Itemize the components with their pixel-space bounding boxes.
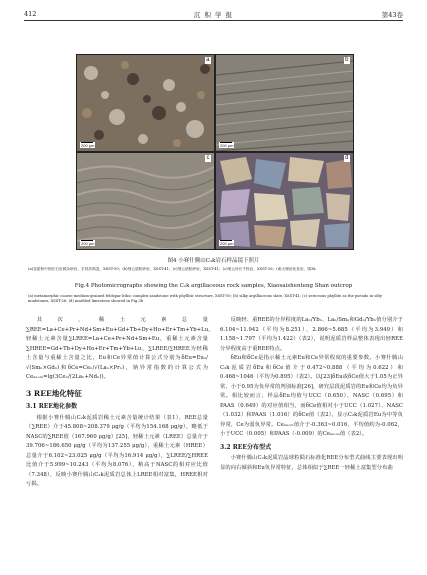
photo-panel-d (215, 152, 354, 250)
scale-bar: 200 μm (220, 143, 234, 148)
figure-caption-cn: 图4 小赛什腾山C₂k岩石样品镜下照片 (167, 258, 260, 264)
panel-label: c (206, 155, 210, 161)
paragraph-ree-definitions: 其次，稀土元素总量∑REE=La+Ce+Pr+Nd+Sm+Eu+Gd+Tb+Dy+Ho+Er+Tm+Yb+Lu，轻稀土元素含量∑LREE=La+Ce+Pr+Nd+Sm+Eu，重稀土元素含量∑HREE=Gd+Tb+Dy+Ho+Er+Tm+Yb+Lu，∑LREE/∑HREE为轻稀土含量与重稀土含量之比，Eu和Ce异常值计算公式分别为δEu=Euₙ/√(Smₙ×Gdₙ)和δCe=Ceₙ/√(Laₙ×Prₙ)，钠异常指数的计算公式为Ceₐₙₒₘ=lg(3Ceₙ/(2Laₙ+Ndₙ))。 (26, 317, 214, 380)
paragraph-eu-ce-anomalies: δEu和δCe是指示稀土元素Eu和Ce异常程度的重要参数。小赛什腾山C₂k泥质岩δEu和δCe值介于0.472~0.888（平均为0.622）和0.468~1046（平均为0.895）（表2）。以[23]δEu或δCe值大于1.05为正异常，小于0.95为负异常的判别标准[26]，研究层段泥质岩的Eu和Ce均为负异常。相比较而言，样品δEu均值与UCC（0.650）、NASC（0.695）和PAAS（0.649）的对应值相当，而δCe值相对小于UCC（1.027）、NASC（1.032）和PAAS（1.016）的δCe值（表2），显示C₂k泥质岩Eu为中等负异常，Ce为弱负异常。Ceₐₙₒₘ值介于-0.363~0.016，平均值约为-0.062，小于UCC（0.005）和PAAS（-0.009）的Ceₐₙₒₘ值（表2）。 (220, 355, 403, 437)
panel-label: a (206, 57, 210, 63)
panel-label: b (345, 57, 349, 63)
paragraph-ree-parameters: 根据小赛什腾山C₂k泥质岩稀土元素含量统计结果（表1），REE总量（∑REE）介于45.808~208.379 μg/g（平均为154.168 μg/g），略低于NASC的∑REE值（167.960 μg/g）[25]，轻稀土元素（LREE）总量介于39.706~186.650 μg/g（平均为137.255 μg/g），重稀土元素（HREE）总量介于6.102~23.025 μg/g（平均为16.914 μg/g），∑LREE/∑HREE比值介于5.999~10.243（平均为8.076），稍高于NASC的相对应比值（7.348），反映小赛什腾山C₂k泥质岩总体上LREE相对富集，HREE相对亏损。 (26, 414, 208, 487)
figure-note-en: (a) metamorphic coarse medium-grained feldspar lithic complex sandstone with phyllitic structure, XSST-50; (b) silky argillaceous slate, XSST-41; (c) sericeous phyllite as the pseudo in silty mudstones, XSST-26; (d) marbled limestone showed in Fig.3k (28, 294, 383, 304)
panel-label: d (345, 155, 349, 161)
photo-panel-c (76, 152, 215, 250)
photo-panel-b (215, 54, 354, 152)
figure-note-cn: (a)变质粉中细长石岩屑杂砂岩，手枝状构造，XSST-50；(b)细云质粉砂岩，XSST-41；(c)细云质粉砂岩，XSST-41；(c)细云母长千枚岩，XSST-26；(d)大理岩化灰岩，图3k (28, 267, 316, 271)
paragraph-ree-patterns: 小赛什腾山C₂k泥质岩晶球粒陨石标准化REE分布型式曲线主要表现出明显的向右倾斜和Eu负异常特征，总体相似于∑REE一轻稀土富集型分布曲 (220, 455, 403, 471)
header-rule (24, 20, 403, 21)
section-heading-3: 3 REE地化特征 (26, 388, 82, 398)
journal-name: 沉 积 学 报 (193, 11, 234, 19)
figure-caption-en: Fig.4 Photomicrographs showing the C₂k argillaceous rock samples, Xiaosaishenteng Shan outcrop (74, 283, 353, 289)
scale-bar: 200 μm (81, 143, 95, 148)
volume-label: 第43卷 (381, 11, 403, 19)
subsection-heading-3-2: 3.2 REE分布型式 (220, 443, 272, 451)
right-column (220, 316, 403, 473)
subsection-heading-3-1: 3.1 REE地化参数 (26, 403, 78, 410)
left-column (26, 316, 214, 490)
photo-panel-a (76, 54, 215, 152)
page-number: 412 (24, 10, 37, 18)
scale-bar: 200 μm (220, 241, 234, 246)
scale-bar: 200 μm (81, 241, 95, 246)
paragraph-fractionation: 反映轻、重REE的分异程度的Laₙ/Ybₙ、Laₙ/Smₙ和Gdₙ/Ybₙ值分别介于6.104~11.942（平均为8.251）、2.866~5.685（平均为3.949）和1.158~1.797（平均为1.422）（表2），说明泥质岩样品整体表现出轻REE分异程度高于重REE特点。 (220, 317, 403, 352)
